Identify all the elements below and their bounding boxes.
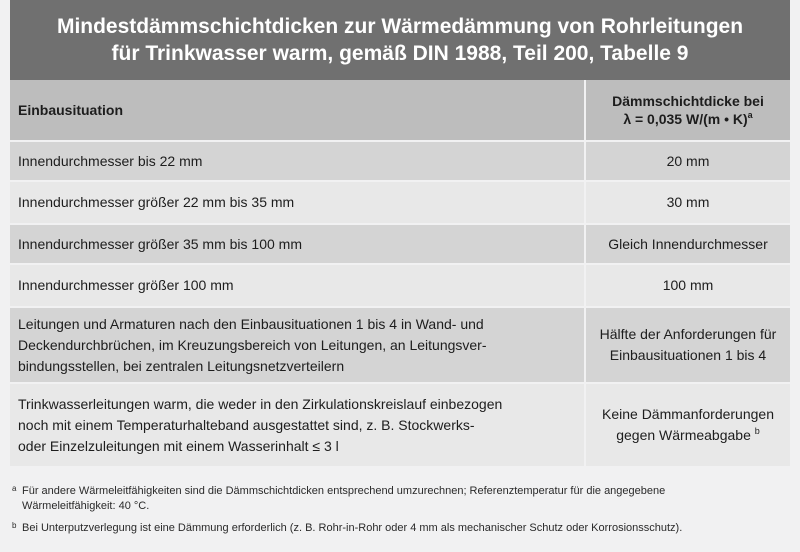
situation-text-line: Leitungen und Armaturen nach den Einbausituationen 1 bis 4 in Wand- und — [18, 315, 484, 332]
thickness-cell — [584, 225, 790, 263]
thickness-text: 100 mm — [662, 277, 714, 293]
situation-text: Innendurchmesser größer 35 mm bis 100 mm — [18, 235, 302, 252]
situation-cell — [10, 308, 584, 382]
situation-cell — [10, 265, 584, 306]
thickness-cell — [584, 384, 790, 466]
table-title-line-2: für Trinkwasser warm, gemäß DIN 1988, Teil 200, Tabelle 9 — [111, 42, 689, 65]
header-installation-situation: Einbausituation — [18, 101, 123, 118]
table-row — [10, 308, 790, 384]
header-thickness-line-2 — [623, 110, 752, 128]
thickness-text-line: Keine Dämmanforderungen — [602, 406, 774, 422]
thickness-text-line: Hälfte der Anforderungen für — [599, 326, 777, 342]
thickness-cell — [584, 182, 790, 223]
situation-cell — [10, 384, 584, 466]
table-row — [10, 265, 790, 308]
thickness-cell — [584, 308, 790, 382]
thickness-text: gegen Wärmeabgabe — [616, 427, 751, 443]
footnote-a-line-2: Wärmeleitfähigkeit: 40 °C. — [22, 500, 150, 512]
footnote-ref-b: b — [754, 426, 760, 436]
footnote-b-line-1: Bei Unterputzverlegung ist eine Dämmung erforderlich (z. B. Rohr-in-Rohr oder 4 mm als mechanischer Schutz oder Korrosionsschutz). — [22, 522, 683, 534]
footnote-a-marker: a — [12, 484, 17, 493]
situation-cell — [10, 225, 584, 263]
thickness-text-line: Einbausituationen 1 bis 4 — [609, 347, 767, 363]
situation-text: Innendurchmesser größer 22 mm bis 35 mm — [18, 194, 295, 210]
footnote-a-line-1: Für andere Wärmeleitfähigkeiten sind die Dämmschichtdicken entsprechend umzurechnen; Referenztemperatur für die angegebene — [22, 485, 666, 497]
table-header-row — [10, 80, 790, 142]
header-insulation-thickness — [584, 80, 790, 140]
thickness-text: Gleich Innendurchmesser — [608, 235, 768, 252]
footnotes — [10, 484, 790, 536]
situation-text-line: oder Einzelzuleitungen mit einem Wasserinhalt ≤ 3 l — [18, 437, 339, 454]
footnote-ref-a: a — [747, 110, 753, 120]
header-thickness-line-1: Dämmschichtdicke bei — [612, 93, 764, 109]
insulation-table — [10, 80, 790, 468]
table-title-line-1: Mindestdämmschichtdicken zur Wärmedämmung von Rohrleitungen — [56, 15, 744, 38]
situation-cell — [10, 142, 584, 180]
situation-text-line: Deckendurchbrüchen, im Kreuzungsbereich von Leitungen, an Leitungsver- — [18, 336, 487, 353]
situation-text-line: Trinkwasserleitungen warm, die weder in den Zirkulationskreislauf einbezogen — [18, 395, 503, 412]
table-title — [10, 0, 790, 80]
situation-text-line: bindungsstellen, bei zentralen Leitungsnetzverteilern — [18, 357, 345, 374]
table-row — [10, 225, 790, 265]
thickness-cell — [584, 265, 790, 306]
table-row — [10, 384, 790, 468]
thickness-text: 20 mm — [666, 152, 710, 169]
footnote-a — [10, 484, 790, 514]
situation-text: Innendurchmesser bis 22 mm — [18, 152, 203, 169]
footnote-b-marker: b — [12, 521, 17, 530]
thickness-text: 30 mm — [666, 194, 710, 210]
table-row — [10, 182, 790, 225]
table-row — [10, 142, 790, 182]
thickness-cell — [584, 142, 790, 180]
thickness-text-line — [616, 425, 760, 446]
header-lambda-formula: λ = 0,035 W/(m • K) — [623, 111, 748, 127]
situation-text: Innendurchmesser größer 100 mm — [18, 277, 234, 293]
situation-cell — [10, 182, 584, 223]
situation-text-line: noch mit einem Temperaturhalteband ausgestattet sind, z. B. Stockwerks- — [18, 416, 475, 433]
footnote-b — [10, 521, 790, 536]
